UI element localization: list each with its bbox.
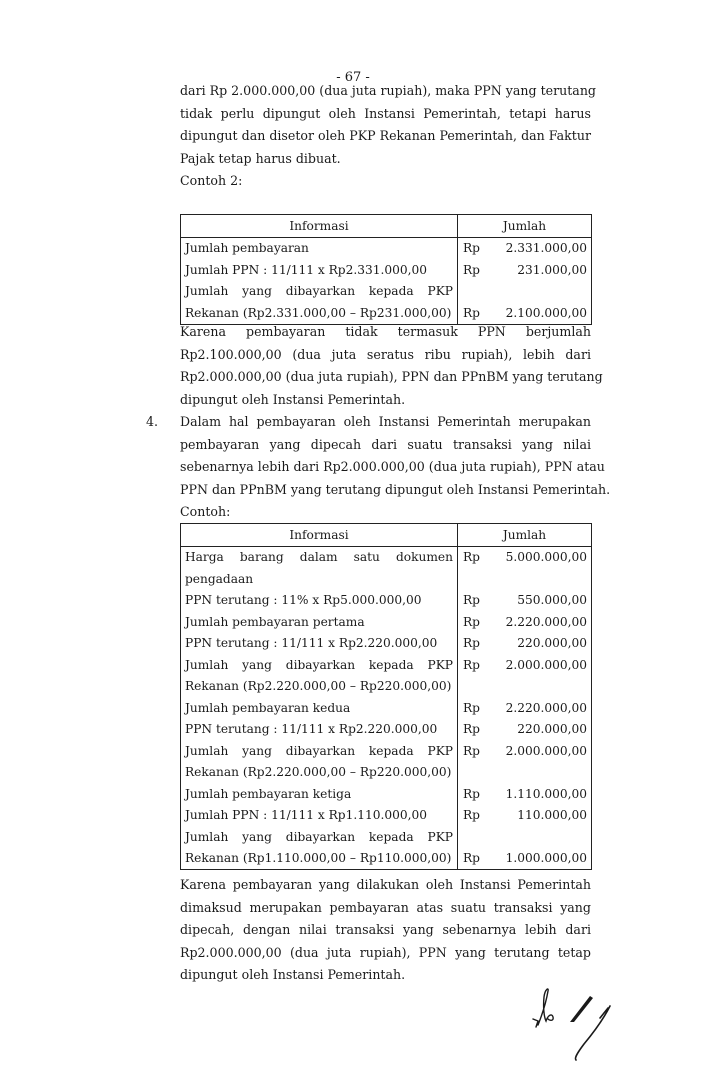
cell-amount xyxy=(487,281,592,303)
cell-currency: Rp xyxy=(463,305,480,320)
table-row xyxy=(181,611,592,633)
text-line: dimaksud merupakan pembayaran atas suatu transaksi yang xyxy=(180,899,591,915)
initial-signature-icon xyxy=(528,985,568,1035)
text-line: dipungut dan disetor oleh PKP Rekanan Pemerintah, dan Faktur xyxy=(180,128,591,144)
cell-amount: 550.000,00 xyxy=(517,593,587,608)
text-line: dipungut oleh Instansi Pemerintah. xyxy=(180,391,406,407)
cell-currency: Rp xyxy=(463,743,480,758)
cell-amount: 2.100.000,00 xyxy=(505,305,587,320)
text-line: Karena pembayaran yang dilakukan oleh Instansi Pemerintah xyxy=(180,877,591,892)
example-2-explanation xyxy=(180,321,603,411)
cell-currency xyxy=(458,676,488,698)
table-row xyxy=(181,783,592,805)
initial-signature-icon xyxy=(568,990,618,1062)
cell-amount: 1.000.000,00 xyxy=(505,851,587,866)
cell-info: Jumlah pembayaran kedua xyxy=(181,697,458,719)
cell-currency xyxy=(458,762,488,784)
cell-info: Jumlah pembayaran pertama xyxy=(181,611,458,633)
cell-info: PPN terutang : 11/111 x Rp2.220.000,00 xyxy=(181,719,458,741)
text-line: Rp2.100.000,00 (dua juta seratus ribu rupiah), lebih dari xyxy=(180,346,591,362)
table-row xyxy=(181,719,592,741)
cell-amount: 1.110.000,00 xyxy=(505,786,587,801)
cell-amount: 110.000,00 xyxy=(517,808,587,823)
text-line: dari Rp 2.000.000,00 (dua juta rupiah), maka PPN yang terutang xyxy=(180,83,596,98)
table-row xyxy=(181,281,592,303)
text-line: sebenarnya lebih dari Rp2.000.000,00 (dua juta rupiah), PPN atau xyxy=(180,459,605,475)
cell-currency: Rp xyxy=(463,851,480,866)
cell-info: Jumlah PPN : 11/111 x Rp2.331.000,00 xyxy=(181,259,458,281)
text-line: dipungut oleh Instansi Pemerintah. xyxy=(180,967,406,983)
table-row xyxy=(181,237,592,259)
table-row xyxy=(181,654,592,676)
cell-amount: 2.220.000,00 xyxy=(505,614,587,629)
cell-currency: Rp xyxy=(463,786,480,801)
cell-amount: 5.000.000,00 xyxy=(505,550,587,565)
header-informasi: Informasi xyxy=(181,524,458,547)
text-line: Karena pembayaran tidak termasuk PPN berjumlah xyxy=(180,324,591,339)
table-row xyxy=(181,633,592,655)
text-line: dipecah, dengan nilai transaksi yang sebenarnya lebih dari xyxy=(180,922,591,938)
text-line: Rp2.000.000,00 (dua juta rupiah), PPN dan PPnBM yang terutang xyxy=(180,369,603,385)
cell-info xyxy=(181,546,458,568)
page-number: - 67 - xyxy=(336,70,370,85)
cell-currency: Rp xyxy=(463,808,480,823)
cell-info: Rekanan (Rp2.220.000,00 – Rp220.000,00) xyxy=(181,676,458,698)
table-row xyxy=(181,259,592,281)
cell-currency xyxy=(458,568,488,590)
cell-currency: Rp xyxy=(463,593,480,608)
example-explanation xyxy=(180,874,591,987)
cell-info: Jumlah pembayaran ketiga xyxy=(181,783,458,805)
cell-amount: 220.000,00 xyxy=(517,636,587,651)
table-row xyxy=(181,568,592,590)
table-row xyxy=(181,740,592,762)
cell-currency: Rp xyxy=(463,636,480,651)
example-label: Contoh: xyxy=(180,504,231,520)
table-row xyxy=(181,848,592,870)
example-table xyxy=(180,523,592,870)
cell-amount: 231.000,00 xyxy=(517,262,587,277)
cell-info: Rekanan (Rp2.331.000,00 – Rp231.000,00) xyxy=(181,302,458,324)
cell-info-text: Jumlah yang dibayarkan kepada PKP xyxy=(185,743,453,758)
text-line: pembayaran yang dipecah dari suatu transaksi yang nilai xyxy=(180,436,591,452)
cell-info-text: Jumlah yang dibayarkan kepada PKP xyxy=(185,829,453,844)
cell-info: Rekanan (Rp2.220.000,00 – Rp220.000,00) xyxy=(181,762,458,784)
table-header-row xyxy=(181,524,592,547)
item-number: 4. xyxy=(146,414,159,429)
cell-currency xyxy=(458,826,488,848)
header-jumlah: Jumlah xyxy=(458,215,592,238)
cell-currency: Rp xyxy=(463,722,480,737)
cell-amount xyxy=(487,826,592,848)
cell-amount: 2.220.000,00 xyxy=(505,700,587,715)
cell-info: Rekanan (Rp1.110.000,00 – Rp110.000,00) xyxy=(181,848,458,870)
cell-info xyxy=(181,826,458,848)
cell-info: PPN terutang : 11/111 x Rp2.220.000,00 xyxy=(181,633,458,655)
text-line: PPN dan PPnBM yang terutang dipungut oleh Instansi Pemerintah. xyxy=(180,481,611,497)
cell-currency: Rp xyxy=(463,241,480,256)
cell-currency: Rp xyxy=(463,657,480,672)
cell-amount: 2.331.000,00 xyxy=(505,241,587,256)
text-line: Dalam hal pembayaran oleh Instansi Pemerintah merupakan xyxy=(180,414,591,429)
table-row xyxy=(181,546,592,568)
item-4-paragraph xyxy=(180,411,611,524)
cell-currency: Rp xyxy=(463,700,480,715)
text-line: tidak perlu dipungut oleh Instansi Pemerintah, tetapi harus xyxy=(180,105,591,121)
table-row xyxy=(181,590,592,612)
text-line: Pajak tetap harus dibuat. xyxy=(180,150,341,166)
table-row xyxy=(181,697,592,719)
cell-info: PPN terutang : 11% x Rp5.000.000,00 xyxy=(181,590,458,612)
cell-info: Jumlah PPN : 11/111 x Rp1.110.000,00 xyxy=(181,805,458,827)
table-row xyxy=(181,762,592,784)
cell-info-text: Jumlah yang dibayarkan kepada PKP xyxy=(185,284,453,299)
cell-info xyxy=(181,740,458,762)
cell-info-text: Harga barang dalam satu dokumen xyxy=(185,550,453,565)
cell-amount xyxy=(487,762,592,784)
table-row xyxy=(181,805,592,827)
cell-currency xyxy=(458,281,488,303)
table-header-row xyxy=(181,215,592,238)
cell-amount: 2.000.000,00 xyxy=(505,657,587,672)
cell-currency: Rp xyxy=(463,614,480,629)
example-2-table xyxy=(180,214,592,325)
cell-amount xyxy=(487,568,592,590)
text-line: Rp2.000.000,00 (dua juta rupiah), PPN yang terutang tetap xyxy=(180,944,591,960)
header-jumlah: Jumlah xyxy=(458,524,592,547)
cell-info xyxy=(181,654,458,676)
header-informasi: Informasi xyxy=(181,215,458,238)
cell-currency: Rp xyxy=(463,262,480,277)
cell-currency: Rp xyxy=(463,550,480,565)
cell-amount: 2.000.000,00 xyxy=(505,743,587,758)
table-row xyxy=(181,826,592,848)
cell-info: pengadaan xyxy=(181,568,458,590)
example-2-label: Contoh 2: xyxy=(180,173,243,189)
intro-paragraph xyxy=(180,80,596,193)
cell-info: Jumlah pembayaran xyxy=(181,237,458,259)
table-row xyxy=(181,676,592,698)
cell-amount: 220.000,00 xyxy=(517,722,587,737)
cell-amount xyxy=(487,676,592,698)
cell-info xyxy=(181,281,458,303)
cell-info-text: Jumlah yang dibayarkan kepada PKP xyxy=(185,657,453,672)
